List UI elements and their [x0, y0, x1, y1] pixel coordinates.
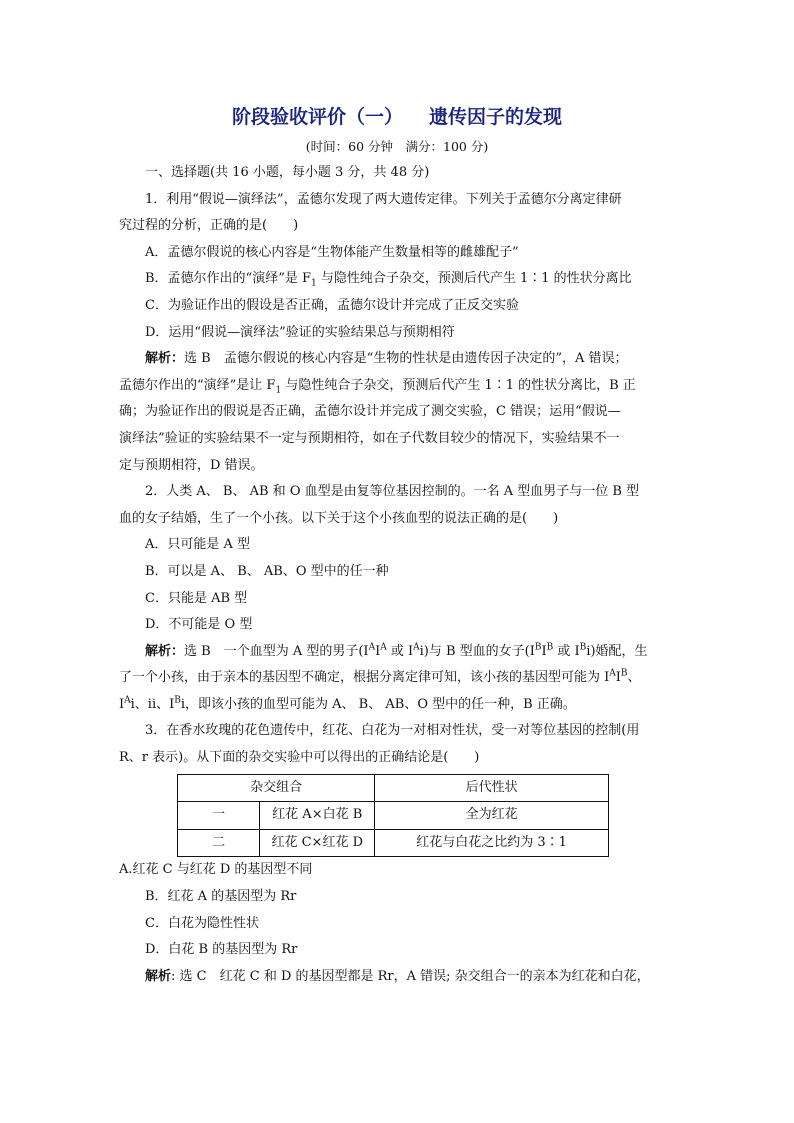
superscript: B	[174, 695, 181, 706]
q2-stem-line2: 血的女子结婚，生了一个小孩。以下关于这个小孩血型的说法正确的是( )	[119, 510, 559, 526]
q1-stem-line1: 1．利用“假说—演绎法”，孟德尔发现了两大遗传定律。下列关于孟德尔分离定律研	[145, 191, 622, 207]
superscript: A	[413, 642, 420, 653]
title-part-2: 遗传因子的发现	[429, 106, 563, 128]
superscript: B	[546, 642, 554, 653]
q3-option-c: C．白花为隐性性状	[145, 915, 259, 931]
table-cell-result: 全为红花	[375, 802, 609, 830]
exam-info: (时间：60 分钟 满分：100 分)	[305, 139, 489, 154]
superscript: B	[579, 642, 587, 653]
q1-option-d: D．运用“假说—演绎法”验证的实验结果总与预期相符	[145, 324, 455, 340]
answer-text: 、	[627, 670, 641, 686]
superscript: A	[124, 695, 131, 706]
table-cell-cross: 红花 A×白花 B	[260, 802, 375, 830]
table-cell-result: 红花与白花之比约为 3∶1	[375, 829, 609, 857]
table-header-offspring: 后代性状	[375, 774, 609, 802]
q1-stem-line2: 究过程的分析，正确的是( )	[119, 218, 299, 234]
q2-answer-line1	[119, 639, 675, 666]
answer-text: 选 B 一个血型为 A 型的男子(I	[184, 643, 369, 659]
answer-text: I	[615, 670, 621, 686]
answer-text: I	[541, 643, 547, 659]
q2-option-a: A．只可能是 A 型	[145, 537, 251, 553]
table-cell-cross: 红花 C×红花 D	[260, 829, 375, 857]
q2-answer-line3	[119, 692, 675, 719]
q2-option-d: D．不可能是 O 型	[145, 617, 253, 633]
table-header-cross: 杂交组合	[178, 774, 375, 802]
answer-text: : 选 C 红花 C 和 D 的基因型都是 Rr，A 错误; 杂交组合一的亲本为红花和白花，	[171, 968, 650, 984]
answer-text: I	[119, 696, 125, 712]
q2-stem-line1: 2．人类 A、 B、 AB 和 O 血型是由复等位基因控制的。一名 A 型血男子与一位 B 型	[145, 484, 640, 500]
superscript: B	[620, 668, 628, 679]
q2-option-c: C．只能是 AB 型	[145, 590, 248, 606]
q1-answer-line4: 演绎法”验证的实验结果不一定与预期相符，如在子代数目较少的情况下，实验结果不一	[119, 430, 620, 446]
title-part-1: 阶段验收评价（一）	[231, 106, 403, 128]
q2-answer-line2	[119, 665, 675, 692]
q1-answer-line2	[119, 373, 675, 400]
table-row	[178, 802, 609, 830]
answer-text: 孟德尔作出的“演绎”是让 F	[119, 377, 276, 393]
q1-answer-line5: 定与预期相符，D 错误。	[119, 457, 264, 473]
q3-stem-line1: 3．在香水玫瑰的花色遗传中，红花、白花为一对相对性状，受一对等位基因的控制(用	[145, 723, 640, 739]
superscript: A	[609, 668, 616, 679]
answer-text: I	[375, 643, 381, 659]
document-page	[119, 100, 675, 990]
cross-experiment-table	[177, 774, 609, 858]
answer-text: 选 B 孟德尔假说的核心内容是“生物的性状是由遗传因子决定的”，A 错误；	[184, 351, 628, 367]
superscript: A	[368, 642, 376, 653]
section-heading: 一、选择题(共 16 小题，每小题 3 分，共 48 分)	[145, 165, 430, 180]
table-cell-group: 二	[178, 829, 260, 857]
q1-answer-line1	[119, 346, 675, 373]
subscript: 1	[311, 278, 317, 289]
q2-option-b: B．可以是 A、 B、 AB、O 型中的任一种	[145, 563, 389, 579]
q3-option-b: B．红花 A 的基因型为 Rr	[145, 889, 297, 905]
answer-label: 解析：	[145, 643, 185, 659]
table-cell-group: 一	[178, 802, 260, 830]
answer-label: 解析：	[145, 351, 185, 367]
q3-stem-line2: R、r 表示)。从下面的杂交实验中可以得出的正确结论是( )	[119, 750, 480, 766]
table-row	[178, 829, 609, 857]
q1-option-b-text: 与隐性纯合子杂交，预测后代产生 1∶1 的性状分离比	[316, 271, 632, 287]
q1-option-a: A．孟德尔假说的核心内容是“生物体能产生数量相等的雌雄配子”	[145, 244, 519, 260]
table-header-row	[178, 774, 609, 802]
superscript: A	[380, 642, 387, 653]
q3-answer-line1	[119, 964, 675, 991]
q1-option-b	[119, 266, 675, 293]
answer-text: 或 I	[386, 643, 414, 659]
answer-text: i)婚配，生	[586, 643, 648, 659]
subscript: 1	[275, 385, 282, 396]
q3-option-d: D．白花 B 的基因型为 Rr	[145, 942, 298, 958]
answer-text: 与隐性纯合子杂交，预测后代产生 1∶1 的性状分离比，B 正	[281, 377, 636, 393]
q3-option-a: A.红花 C 与红花 D 的基因型不同	[119, 862, 313, 878]
superscript: B	[534, 642, 542, 653]
answer-text: i)与 B 型血的女子(I	[419, 643, 535, 659]
page-title	[119, 100, 675, 134]
answer-label: 解析	[145, 968, 172, 984]
q1-answer-line3: 确；为验证作出的假说是否正确，孟德尔设计并完成了测交实验，C 错误；运用“假说—	[119, 404, 621, 420]
q1-option-c: C．为验证作出的假设是否正确，孟德尔设计并完成了正反交实验	[145, 297, 519, 313]
q1-option-b-text: B．孟德尔作出的“演绎”是 F	[145, 271, 311, 287]
answer-text: 或 I	[553, 643, 580, 659]
answer-text: 了一个小孩，由于亲本的基因型不确定，根据分离定律可知，该小孩的基因型可能为 I	[119, 670, 610, 686]
answer-text: i、ii、I	[130, 696, 175, 712]
answer-text: i，即该小孩的血型可能为 A、 B、 AB、O 型中的任一种，B 正确。	[180, 696, 576, 712]
